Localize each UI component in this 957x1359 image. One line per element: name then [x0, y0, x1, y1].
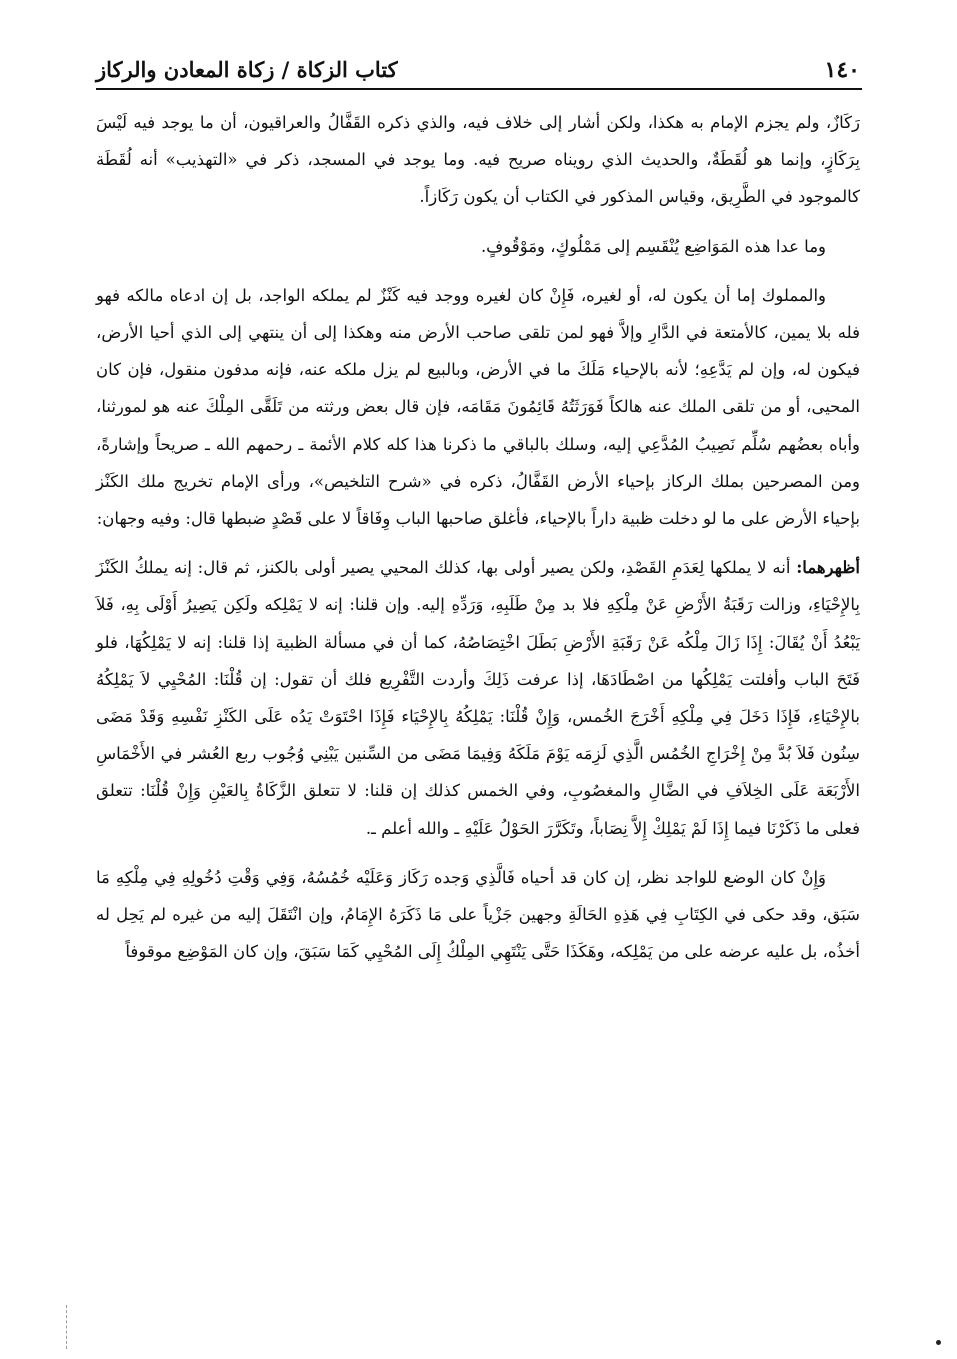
paragraph-4-text: أنه لا يملكها لِعَدَمِ القَصْدِ، ولكن يصير أولى بها، كذلك المحيي يصير أولى بالكنز، ثم قال: إنه يملكُ الكَنْزَ بِالإِحْيَاءِ، وزالت رَقَبَةُ الأَرْضِ عَنْ مِلْكِهِ فلا بد مِنْ طَلَبِهِ، وَرَدِّهِ إليه. وإن قلنا: إنه لا يَمْلِكه ولَكِن يَصِيرُ أَوْلَى بِهِ، فَلاَ يَبْعُدُ أَنْ يُقَالَ: إِذَا زَالَ مِلْكُه عَنْ رَقَبَةِ الأَرْضِ بَطَلَ اخْتِصَاصُهُ، كما أن في مسألة الظبية إذا قلنا: إنه لا يَمْلِكُهَا، فلو فَتَحَ الباب وأفلتت يَمْلِكُها من اصْطَادَهَا، إذا عرفت ذَلِكَ وأردت التَّفْرِيع فلك أن تقول: إن قُلْنَا: المُحْيِي لاَ يَمْلِكُهُ بالإِحْيَاءِ، فَإِذَا دَخَلَ فِي مِلْكِهِ أَخْرَجَ الخُمس، وَإِنْ قُلْنَا: يَمْلِكُهُ بِالإِحْيَاء فَإِذَا احْتَوَتْ يَدُه عَلَى الكَنْزِ نَفْسِهِ وَقَدْ مَضَى سِنُون فَلاَ بُدَّ مِنْ إِخْرَاجِ الخُمُس الَّذِي لَزِمَه يَوْمَ مَلَكَهُ وَفِيمَا مَضَى من السِّنين يَبْنِي وُجُوب ربع العُشر في الأَخْمَاسِ الأَرْبَعَة عَلَى الخِلاَفِ في الضَّالِ والمغصُوبِ، وفي الخمس كذلك إن قلنا: لا تتعلق الزَّكَاةُ بِالعَيْنِ وَإِنْ قُلْنَا: تتعلق فعلى ما ذَكَرْنَا فيما إِذَا لَمْ يَمْلِكْ إِلاَّ نِصَاباً، وتَكَرَّرَ الحَوْلُ عَلَيْهِ ـ والله أعلم ـ.: [96, 558, 860, 838]
paragraph-1: رَكَازٌ، ولم يجزم الإمام به هكذا، ولكن أشار إلى خلاف فيه، والذي ذكره القَفَّالُ والعراقيون، أن ما يوجد فيه لَيْسَ بِرَكَازٍ، وإنما هو لُقَطَةٌ، والحديث الذي رويناه صريح فيه. وما يوجد في المسجد، ذكر في «التهذيب» أنه لُقَطَة كالموجود في الطَّرِيق، وقياس المذكور في الكتاب أن يكون رَكَازاً.: [96, 113, 860, 207]
scan-mark: [936, 1340, 941, 1345]
page-header: [96, 50, 860, 90]
page-number: ١٤٠: [824, 57, 860, 83]
running-title: كتاب الزكاة / زكاة المعادن والركاز: [96, 57, 398, 82]
paragraph-4: [96, 549, 860, 847]
header-divider: [96, 88, 862, 90]
gutter-mark: [66, 1305, 68, 1349]
paragraph-5: وَإِنْ كان الوضع للواجد نظر، إن كان قد أحياه فَالَّذِي وَجده رَكَاز وَعَلَيْه خُمُسُهُ، وَفِي وَقْتِ دُخُولِهِ فِي مِلْكِهِ مَا سَبَق، وقد حكى في الكِتَابِ فِي هَذِهِ الحَالَةِ وجهين جَزْياً على مَا ذَكَرَهُ الإِمَامُ، وإن انْتَقَلَ إليه من غيره لم يَحِل له أخذُه، بل عليه عرضه على من يَمْلِكه، وهَكَذَا حَتَّى يَنْتَهِي المِلْكُ إِلَى المُحْيِي كَمَا سَبَقَ، وإن كان المَوْضِع موقوفاً: [96, 867, 860, 962]
lead-term: أظهرهما:: [796, 558, 860, 578]
paragraph-3: والمملوك إما أن يكون له، أو لغيره، فَإِنْ كان لغيره ووجد فيه كَنْزٌ لم يملكه الواجد، بل إن ادعاه مالكه فهو فله بلا يمين، كالأمتعة في الدَّارِ وإلاَّ فهو لمن تلقى صاحب الأرض منه وهكذا إلى أن ينتهي إلى الذي أحيا الأرض، فيكون له، وإن لم يَدَّعِهِ؛ لأنه بالإحياء مَلَكَ ما في الأرض، وبالبيع لم يزل ملكه عنه، فإنه مدفون منقول، فإن كان المحيى، أو من تلقى الملك عنه هالكاً فَوَرَثَتُهُ قَائِمُونَ مَقَامَه، فإن قال بعض ورثته من تَلَقَّى المِلْكَ عنه هو لمورثنا، وأباه بعضُهم سُلِّم نَصِيبُ المُدَّعِي إليه، وسلك بالباقي ما ذكرنا هذا كله كلام الأئمة ـ رحمهم الله ـ صريحاً وإشارةً، ومن المصرحين بملك الركاز بإحياء الأرض القَفَّالُ، ذكره في «شرح التلخيص»، ورأى الإمام تخريج ملك الكَنْز بإحياء الأرض على ما لو دخلت ظبية داراً بالإحياء، فأغلق صاحبها الباب وِفَاقاً لا على قَصْدٍ ضبطها قال: وفيه وجهان:: [96, 285, 860, 529]
paragraph-2: وما عدا هذه المَوَاضِع يُنْقَسِم إلى مَمْلُوكٍ، ومَوْقُوفٍ.: [480, 236, 826, 256]
body-text: [96, 104, 860, 982]
